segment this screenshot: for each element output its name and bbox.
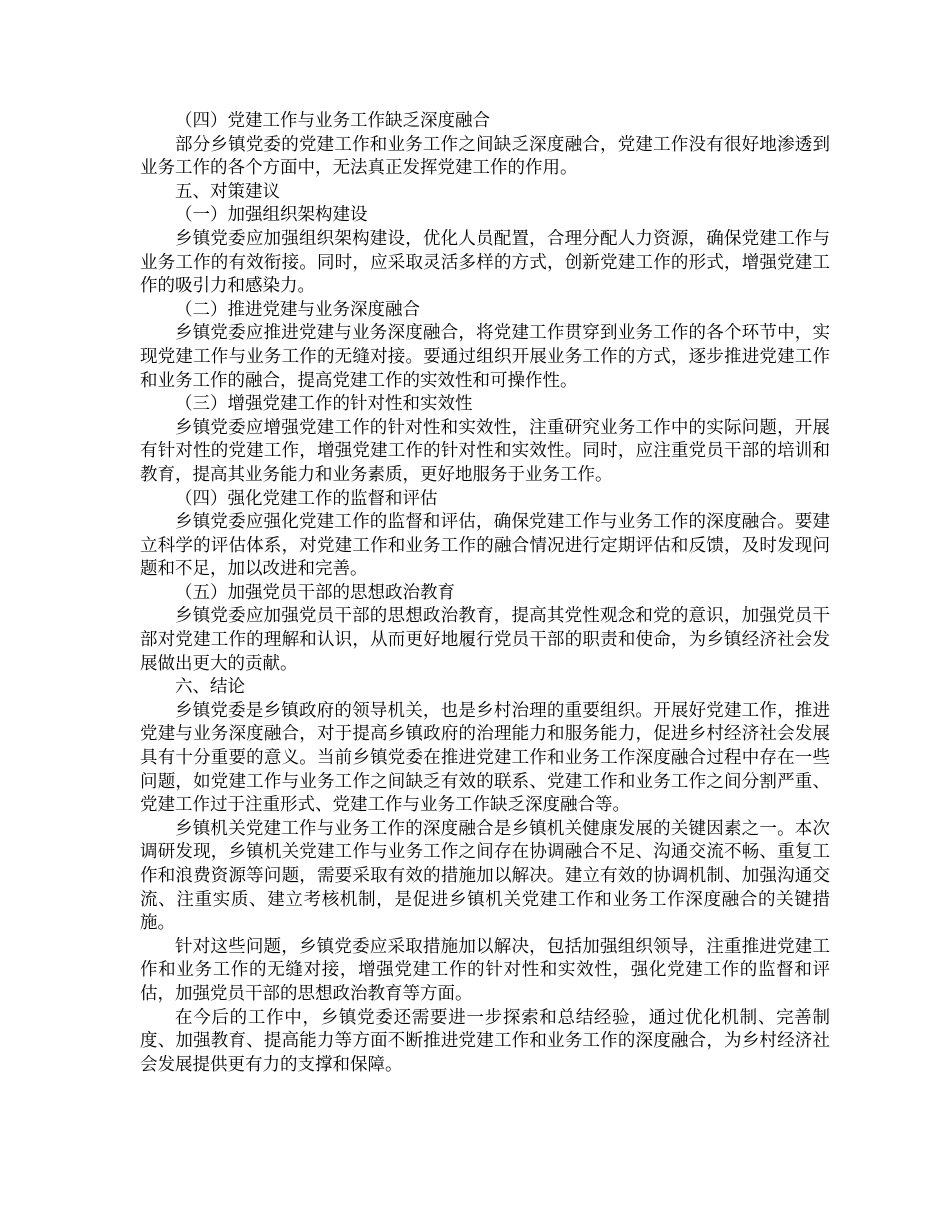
- paragraph: 乡镇党委是乡镇政府的领导机关，也是乡村治理的重要组织。开展好党建工作，推进党建与业务深度融合，对于提高乡镇政府的治理能力和服务能力，促进乡村经济社会发展具有十分重要的意义。当前乡镇党委在推进党建工作和业务工作深度融合过程中存在一些问题，如党建工作与业务工作之间缺乏有效的联系、党建工作和业务工作之间分割严重、党建工作过于注重形式、党建工作与业务工作缺乏深度融合等。: [140, 700, 830, 816]
- paragraph: 乡镇党委应推进党建与业务深度融合，将党建工作贯穿到业务工作的各个环节中，实现党建工作与业务工作的无缝对接。要通过组织开展业务工作的方式，逐步推进党建工作和业务工作的融合，提高党建工作的实效性和可操作性。: [140, 323, 830, 391]
- section-5-3-heading: （三）增强党建工作的针对性和实效性: [175, 394, 473, 415]
- paragraph: 乡镇党委应加强党员干部的思想政治教育，提高其党性观念和党的意识，加强党员干部对党建工作的理解和认识，从而更好地履行党员干部的职责和使命，为乡镇经济社会发展做出更大的贡献。: [140, 606, 830, 674]
- paragraph: 在今后的工作中，乡镇党委还需要进一步探索和总结经验，通过优化机制、完善制度、加强教育、提高能力等方面不断推进党建工作和业务工作的深度融合，为乡村经济社会发展提供更有力的支撑和保障。: [140, 1007, 830, 1075]
- section-5-4-heading: （四）强化党建工作的监督和评估: [175, 488, 438, 509]
- section-5-heading: 五、对策建议: [175, 181, 280, 202]
- paragraph: 乡镇党委应增强党建工作的针对性和实效性，注重研究业务工作中的实际问题，开展有针对性的党建工作，增强党建工作的针对性和实效性。同时，应注重党员干部的培训和教育，提高其业务能力和业务素质，更好地服务于业务工作。: [140, 417, 830, 485]
- paragraph: 乡镇党委应强化党建工作的监督和评估，确保党建工作与业务工作的深度融合。要建立科学的评估体系，对党建工作和业务工作的融合情况进行定期评估和反馈，及时发现问题和不足，加以改进和完善。: [140, 512, 830, 580]
- section-5-1-heading: （一）加强组织架构建设: [175, 205, 368, 226]
- paragraph: 乡镇机关党建工作与业务工作的深度融合是乡镇机关健康发展的关键因素之一。本次调研发现，乡镇机关党建工作与业务工作之间存在协调融合不足、沟通交流不畅、重复工作和浪费资源等问题，需要采取有效的措施加以解决。建立有效的协调机制、加强沟通交流、注重实质、建立考核机制，是促进乡镇机关党建工作和业务工作深度融合的关键措施。: [140, 818, 830, 934]
- section-5-2-heading: （二）推进党建与业务深度融合: [175, 299, 420, 320]
- paragraph: 部分乡镇党委的党建工作和业务工作之间缺乏深度融合，党建工作没有很好地渗透到业务工作的各个方面中，无法真正发挥党建工作的作用。: [140, 134, 830, 179]
- section-5-5-heading: （五）加强党员干部的思想政治教育: [175, 582, 455, 603]
- document-body: [140, 110, 830, 1077]
- section-6-heading: 六、结论: [175, 677, 245, 698]
- paragraph: 针对这些问题，乡镇党委应采取措施加以解决，包括加强组织领导，注重推进党建工作和业务工作的无缝对接，增强党建工作的针对性和实效性，强化党建工作的监督和评估，加强党员干部的思想政治教育等方面。: [140, 936, 830, 1004]
- paragraph: 乡镇党委应加强组织架构建设，优化人员配置，合理分配人力资源，确保党建工作与业务工作的有效衔接。同时，应采取灵活多样的方式，创新党建工作的形式，增强党建工作的吸引力和感染力。: [140, 228, 830, 297]
- section-4-4-heading: （四）党建工作与业务工作缺乏深度融合: [175, 111, 490, 131]
